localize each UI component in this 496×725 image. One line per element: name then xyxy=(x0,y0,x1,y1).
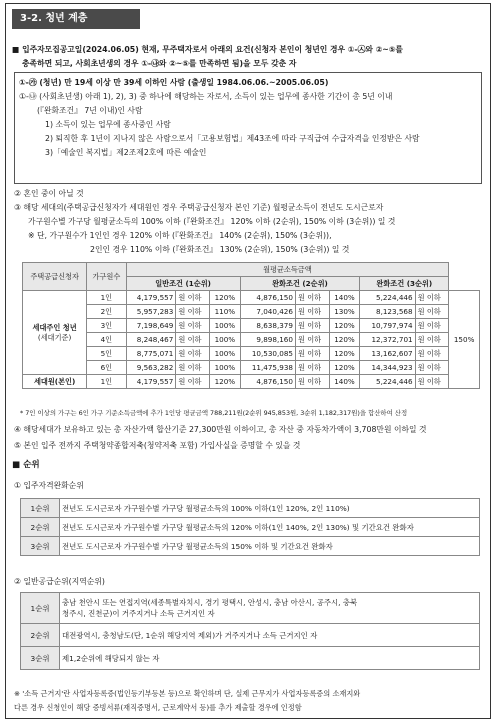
intro-line-1: ■ 입주자모집공고일(2024.06.05) 현재, 무주택자로서 아래의 요건(신청자 본인이 청년인 경우 ①-㉦와 ②~⑤를 xyxy=(12,45,403,54)
relax2-amount: 4,876,150 xyxy=(240,375,295,389)
relax3-amount: 8,123,568 xyxy=(360,305,415,319)
rank-text: 전년도 도시근로자 가구원수별 가구당 월평균소득의 120% 이하(1인 140%, 2인 130%) 및 기간요건 완화자 xyxy=(60,518,480,537)
rank-label: 3순위 xyxy=(21,647,60,670)
rank-text-line-2: 청주시, 진천군)이 거주지거나 소득 근거지인 자 xyxy=(62,609,215,618)
th-applicant: 주택공급신청자 xyxy=(23,263,87,291)
relax3-amount: 5,224,446 xyxy=(360,375,415,389)
unit-cell: 원 이하 xyxy=(295,375,329,389)
note-line-2: 다른 경우 신청인이 해당 증빙서류(재직증명서, 근로계약서 등)를 추가 제출할 경우에 인정함 xyxy=(14,703,302,712)
table-row xyxy=(23,375,480,389)
rank-label: 2순위 xyxy=(21,624,60,647)
relax2-percent: 120% xyxy=(329,319,360,333)
relax2-percent: 120% xyxy=(329,347,360,361)
table-row xyxy=(21,518,480,537)
general-percent: 110% xyxy=(210,305,241,319)
group-householder-sub: (세대기준) xyxy=(37,332,72,342)
unit-cell: 원 이하 xyxy=(295,319,329,333)
relax2-percent: 140% xyxy=(329,375,360,389)
relax2-percent: 120% xyxy=(329,333,360,347)
th-general: 일반조건 (1순위) xyxy=(126,277,240,291)
table-row xyxy=(23,333,480,347)
table-row xyxy=(21,647,480,670)
unit-cell: 원 이하 xyxy=(295,305,329,319)
intro-line-2: 충족하면 되고, 사회초년생의 경우 ①-㉯와 ②~⑤를 만족하면 됨)을 모두 갖춘 자 xyxy=(22,59,297,68)
table-row xyxy=(21,624,480,647)
condition-3-line-1: ③ 해당 세대의(주택공급신청자가 세대원인 경우 주택공급신청자 본인 기준) 월평균소득이 전년도 도시근로자 xyxy=(14,203,384,212)
table-row xyxy=(21,499,480,518)
unit-cell: 원 이하 xyxy=(415,305,449,319)
general-percent: 100% xyxy=(210,319,241,333)
th-relax3: 완화조건 (3순위) xyxy=(360,277,449,291)
req-new-worker-cont: (『완화조건』 7년 이내)인 사람 xyxy=(37,106,143,115)
members-cell: 2인 xyxy=(87,305,126,319)
unit-cell: 원 이하 xyxy=(176,291,210,305)
members-cell: 1인 xyxy=(87,291,126,305)
rank-text: 전년도 도시근로자 가구원수별 가구당 월평균소득의 100% 이하(1인 120%, 2인 110%) xyxy=(60,499,480,518)
income-table xyxy=(22,262,480,389)
unit-cell: 원 이하 xyxy=(295,291,329,305)
relax3-percent: 150% xyxy=(449,291,480,389)
members-cell: 5인 xyxy=(87,347,126,361)
th-income: 월평균소득금액 xyxy=(126,263,449,277)
youth-requirement-box xyxy=(14,72,482,184)
footnote-7-members: * 7인 이상의 가구는 6인 가구 기준소득금액에 추가 1인당 평균금액 788,211원(2순위 945,853원, 3순위 1,182,317원)을 합산하여 산정 xyxy=(20,409,408,417)
note-line-1: ※ '소득 근거지'란 사업자등록증(법인등기부등본 등)으로 확인하며 단, 실제 근무지가 사업자등록증의 소재지와 xyxy=(14,689,361,698)
unit-cell: 원 이하 xyxy=(176,361,210,375)
general-amount: 4,179,557 xyxy=(126,375,176,389)
unit-cell: 원 이하 xyxy=(176,333,210,347)
rank-text: 제1,2순위에 해당되지 않는 자 xyxy=(60,647,480,670)
unit-cell: 원 이하 xyxy=(415,291,449,305)
unit-cell: 원 이하 xyxy=(176,305,210,319)
general-percent: 100% xyxy=(210,361,241,375)
unit-cell: 원 이하 xyxy=(295,347,329,361)
group-member: 세대원(본인) xyxy=(23,375,87,389)
group-householder xyxy=(23,291,87,375)
relax3-amount: 14,344,923 xyxy=(360,361,415,375)
req-youth: ①-㉮ (청년) 만 19세 이상 만 39세 이하인 사람 (출생일 1984.06.06.~2005.06.05) xyxy=(19,78,329,87)
th-relax2: 완화조건 (2순위) xyxy=(240,277,360,291)
unit-cell: 원 이하 xyxy=(176,375,210,389)
req-new-worker: ①-㉯ (사회초년생) 아래 1), 2), 3) 중 하나에 해당하는 자로서, 소득이 있는 업무에 종사한 기간이 총 5년 이내 xyxy=(19,92,393,101)
relax2-amount: 9,898,160 xyxy=(240,333,295,347)
general-amount: 8,775,071 xyxy=(126,347,176,361)
rank-text xyxy=(60,593,480,624)
relax3-amount: 10,797,974 xyxy=(360,319,415,333)
document-page xyxy=(5,3,491,719)
general-percent: 100% xyxy=(210,347,241,361)
unit-cell: 원 이하 xyxy=(415,347,449,361)
unit-cell: 원 이하 xyxy=(295,361,329,375)
unit-cell: 원 이하 xyxy=(415,361,449,375)
rank-sub-1: ① 입주자격완화순위 xyxy=(14,481,84,490)
rank-title: ■ 순위 xyxy=(12,460,40,470)
unit-cell: 원 이하 xyxy=(176,319,210,333)
condition-3-line-2: 가구원수별 가구당 월평균소득의 100% 이하 (『완화조건』 120% 이하 (2순위), 150% 이하 (3순위)) 일 것 xyxy=(28,217,396,226)
relax2-percent: 120% xyxy=(329,361,360,375)
members-cell: 6인 xyxy=(87,361,126,375)
rank-label: 2순위 xyxy=(21,518,60,537)
table-row xyxy=(21,537,480,556)
relax2-amount: 7,040,426 xyxy=(240,305,295,319)
unit-cell: 원 이하 xyxy=(295,333,329,347)
table-row xyxy=(23,319,480,333)
group-householder-label: 세대주인 청년 xyxy=(32,322,77,332)
general-amount: 4,179,557 xyxy=(126,291,176,305)
rank-text: 전년도 도시근로자 가구원수별 가구당 월평균소득의 150% 이하 및 기간요건 완화자 xyxy=(60,537,480,556)
general-percent: 120% xyxy=(210,291,241,305)
rank-label: 1순위 xyxy=(21,593,60,624)
table-row xyxy=(23,305,480,319)
req-item-1: 1) 소득이 있는 업무에 종사중인 사람 xyxy=(45,120,171,129)
relax2-amount: 8,638,379 xyxy=(240,319,295,333)
members-cell: 4인 xyxy=(87,333,126,347)
unit-cell: 원 이하 xyxy=(415,375,449,389)
relax-rank-table xyxy=(20,498,480,556)
relax3-amount: 12,372,701 xyxy=(360,333,415,347)
condition-4: ④ 해당세대가 보유하고 있는 총 자산가액 합산기준 27,300만원 이하이고, 총 자산 중 자동차가액이 3,708만원 이하일 것 xyxy=(14,425,427,434)
unit-cell: 원 이하 xyxy=(176,347,210,361)
table-row xyxy=(21,593,480,624)
table-row xyxy=(23,291,480,305)
general-amount: 5,957,283 xyxy=(126,305,176,319)
relax2-amount: 10,530,085 xyxy=(240,347,295,361)
req-item-3: 3)「예술인 복지법」제2조제2호에 따른 예술인 xyxy=(45,148,207,157)
relax2-amount: 11,475,938 xyxy=(240,361,295,375)
table-row xyxy=(23,347,480,361)
rank-label: 3순위 xyxy=(21,537,60,556)
section-title: 3-2. 청년 계층 xyxy=(12,9,140,29)
members-cell: 3인 xyxy=(87,319,126,333)
th-members: 가구원수 xyxy=(87,263,126,291)
members-cell: 1인 xyxy=(87,375,126,389)
relax2-amount: 4,876,150 xyxy=(240,291,295,305)
unit-cell: 원 이하 xyxy=(415,333,449,347)
condition-3-line-4: 2인인 경우 110% 이하 (『완화조건』 130% (2순위), 150% (3순위)) 일 것 xyxy=(90,245,350,254)
condition-3-line-3: ※ 단, 가구원수가 1인인 경우 120% 이하 (『완화조건』 140% (2순위), 150% (3순위)), xyxy=(28,231,332,240)
general-amount: 7,198,649 xyxy=(126,319,176,333)
region-rank-table xyxy=(20,592,480,670)
relax2-percent: 130% xyxy=(329,305,360,319)
general-amount: 9,563,282 xyxy=(126,361,176,375)
general-percent: 100% xyxy=(210,333,241,347)
table-row xyxy=(23,361,480,375)
relax3-amount: 5,224,446 xyxy=(360,291,415,305)
rank-text: 대전광역시, 충청남도(단, 1순위 해당지역 제외)가 거주지거나 소득 근거지인 자 xyxy=(60,624,480,647)
general-percent: 120% xyxy=(210,375,241,389)
unit-cell: 원 이하 xyxy=(415,319,449,333)
condition-2: ② 혼인 중이 아닐 것 xyxy=(14,189,84,198)
condition-5: ⑤ 본인 입주 전까지 주택청약종합저축(청약저축 포함) 가입사실을 증명할 수 있을 것 xyxy=(14,441,301,450)
rank-label: 1순위 xyxy=(21,499,60,518)
rank-sub-2: ② 일반공급순위(지역순위) xyxy=(14,577,105,586)
rank-text-line-1: 충남 천안시 또는 연접지역(세종특별자치시, 경기 평택시, 안성시, 충남 아산시, 공주시, 충북 xyxy=(62,598,358,607)
relax2-percent: 140% xyxy=(329,291,360,305)
relax3-amount: 13,162,607 xyxy=(360,347,415,361)
general-amount: 8,248,467 xyxy=(126,333,176,347)
req-item-2: 2) 퇴직한 후 1년이 지나지 않은 사람으로서「고용보험법」제43조에 따라 구직급여 수급자격을 인정받은 사람 xyxy=(45,134,420,143)
